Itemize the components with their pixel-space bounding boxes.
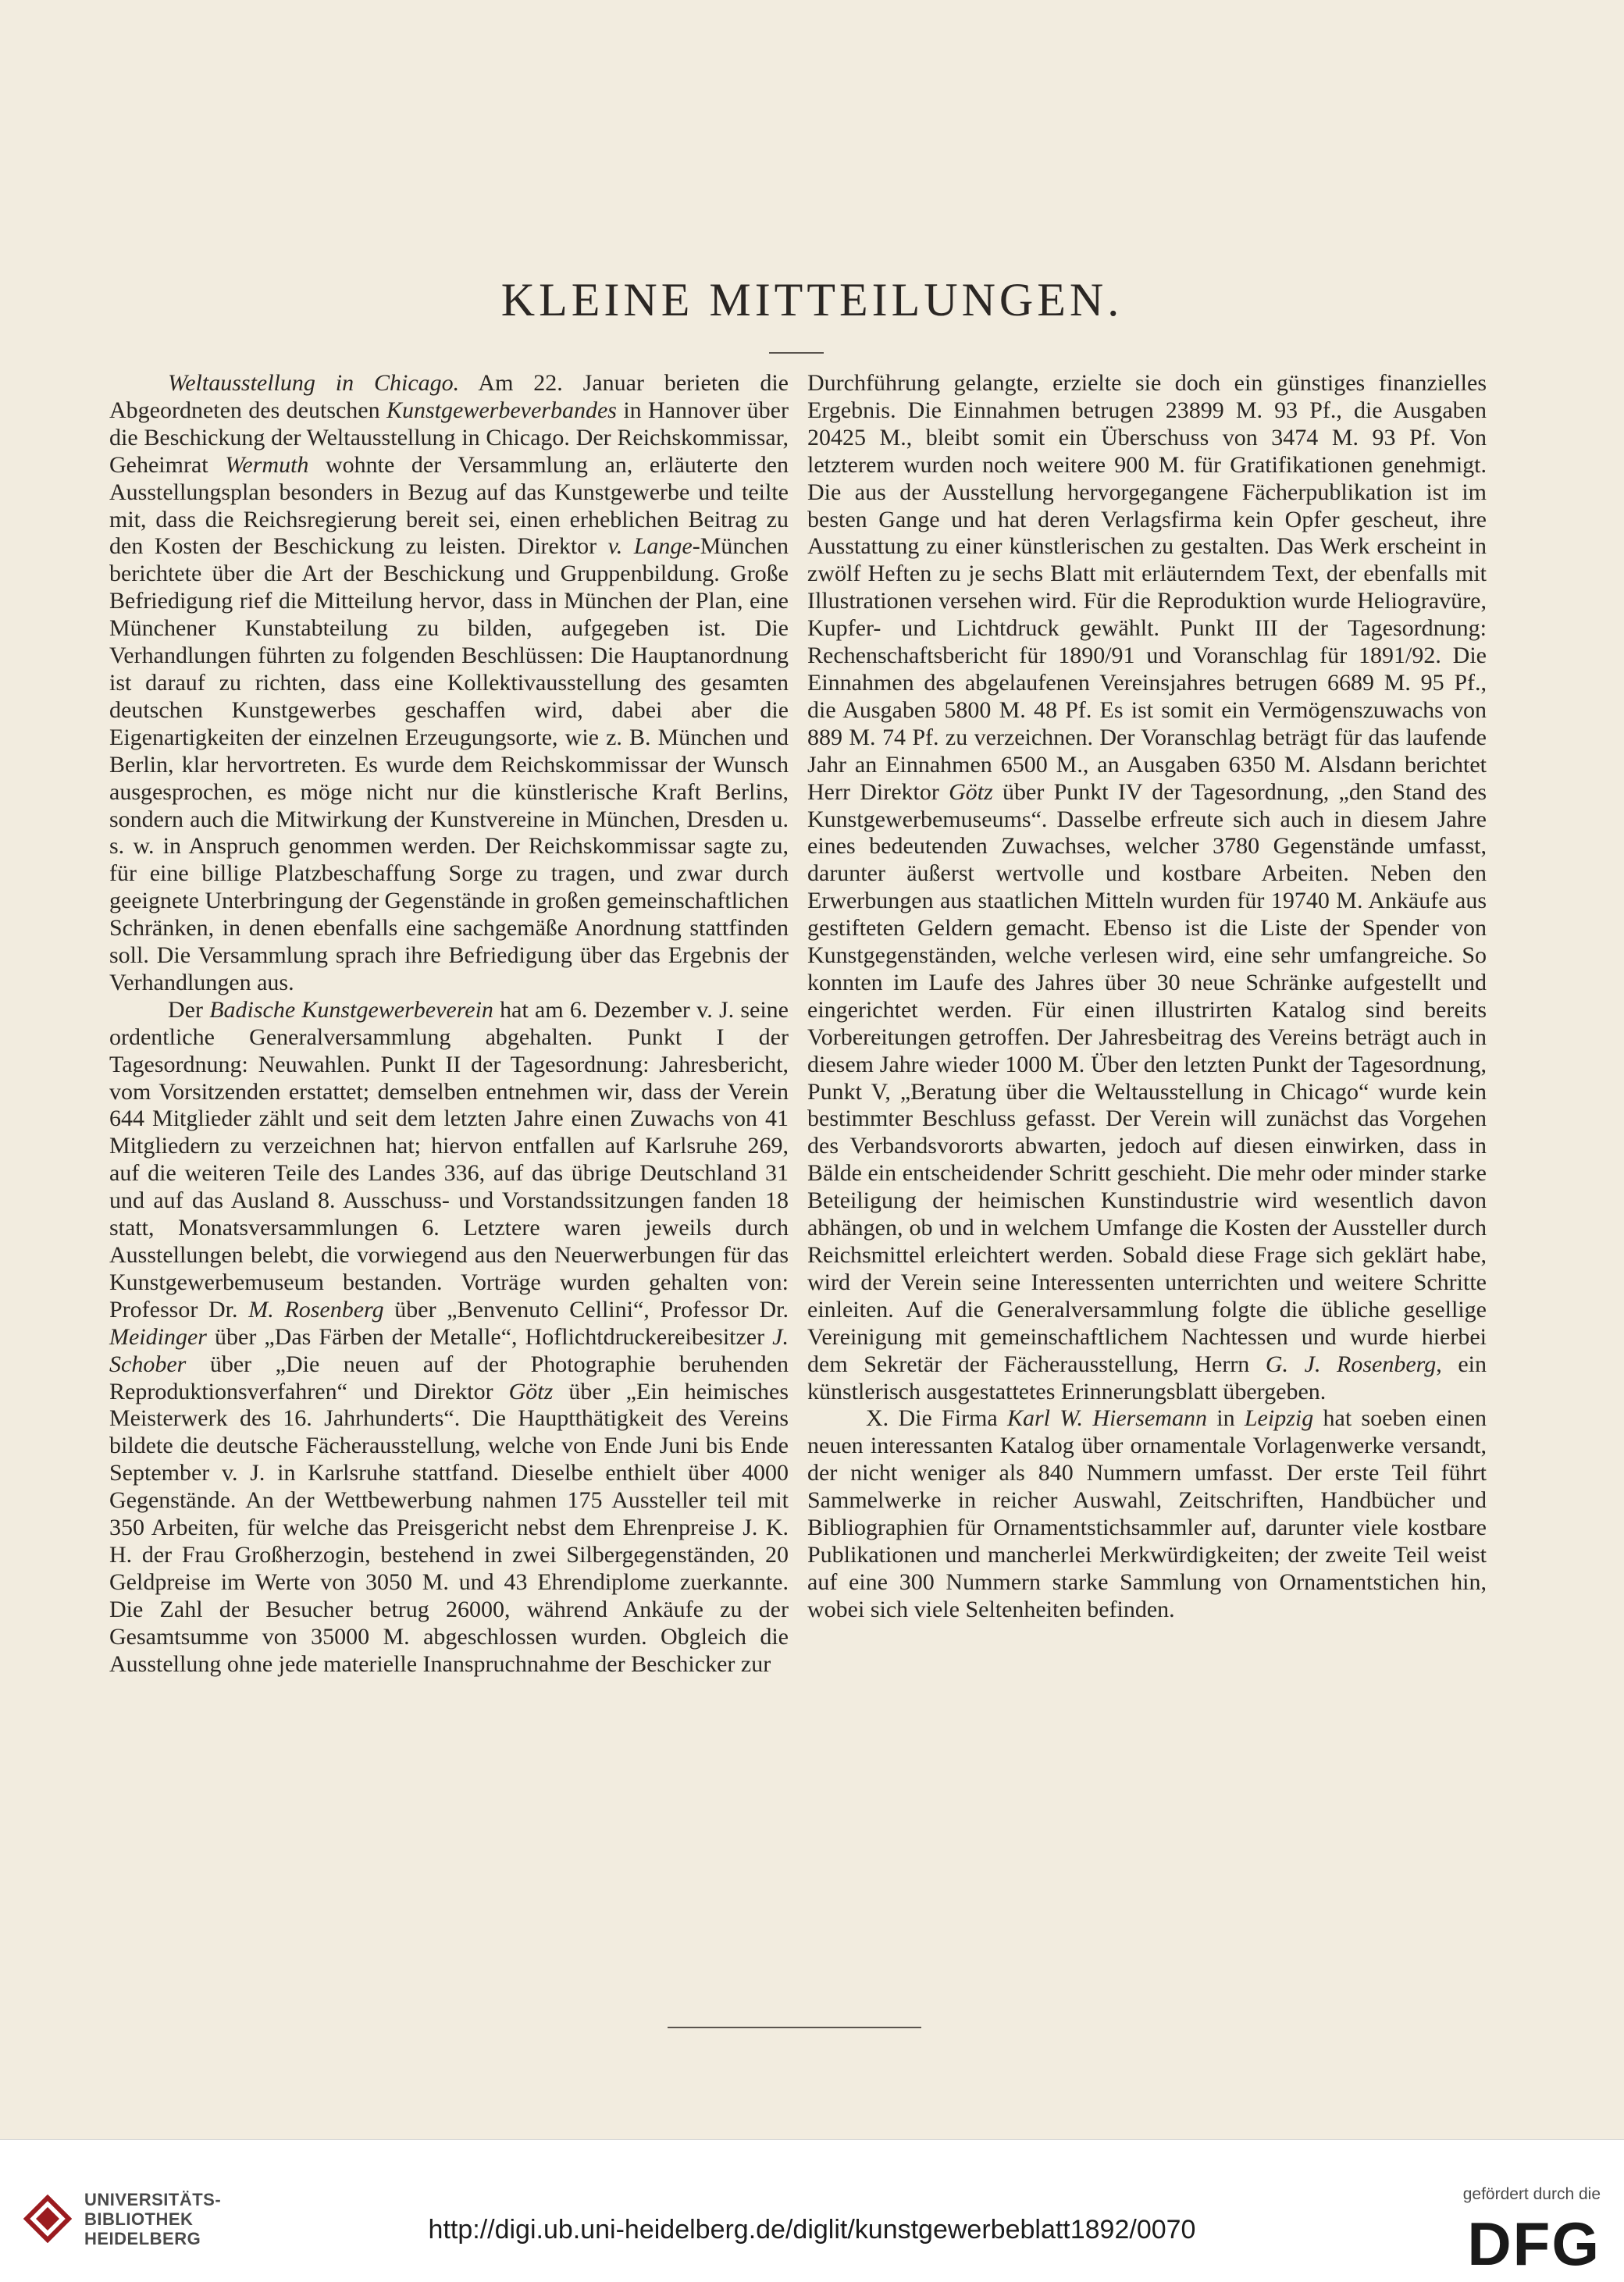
emphasis: J. Schober [109,1323,789,1377]
emphasis: Götz [508,1378,554,1404]
end-divider [668,2027,921,2028]
library-name-line: UNIVERSITÄTS- [84,2190,222,2209]
library-name-line: HEIDELBERG [84,2229,201,2248]
text-run: , ein künstlerisch ausgestattetes Erinnerungsblatt übergeben. [807,1351,1487,1404]
permalink-url[interactable]: http://digi.ub.uni-heidelberg.de/diglit/kunstgewerbeblatt1892/0070 [428,2215,1196,2245]
emphasis: M. Rosenberg [248,1296,384,1323]
emphasis: Wermuth [225,451,309,478]
text-run: Durchführung gelangte, erzielte sie doch ein günstiges finanzielles Ergebnis. Die Einnahmen betrugen 23899 M. 93 Pf., die Ausgaben 20425 M., bleibt somit ein Überschuss von 3474 M. 93 Pf. Von letzterem wurden noch weitere 900 M. für Gratifikationen genehmigt. Die aus der Ausstellung hervorgegangene Fächerpublikation ist im besten Gange und hat deren Verlagsfirma kein Opfer gescheut, ihre Ausstattung zu einer künstlerischen zu gestalten. Das Werk erscheint in zwölf Heften zu je sechs Blatt mit erläuterndem Text, der ebenfalls mit Illustrationen versehen wird. Für die Reproduktion wurde Heliogravüre, Kupfer- und Lichtdruck gewählt. Punkt III der Tagesordnung: Rechenschaftsbericht für 1890/91 und Voranschlag für 1891/92. Die Einnahmen des abgelaufenen Vereinsjahres betrugen 6689 M. 95 Pf., die Ausgaben 5800 M. 48 Pf. Es ist somit ein Vermögenszuwachs von 889 M. 74 Pf. zu verzeichnen. Der Voranschlag beträgt für das laufende Jahr an Einnahmen 6500 M., an Ausgaben 6350 M. Alsdann berichtet Herr Direktor [807,370,1487,805]
text-run: über „Benvenuto Cellini“, Professor Dr. [383,1296,789,1323]
text-run: Am 22. Januar berieten die Abgeordneten des deutschen [109,370,789,423]
text-run: in Hannover über die Beschickung der Weltausstellung in Chicago. Der Reichskommissar, Geheimrat [109,397,789,478]
emphasis: Meidinger [109,1323,207,1350]
text-run: über „Die neuen auf der Photographie beruhenden Reproduktionsverfahren“ und Direktor [109,1351,789,1404]
text-run: über „Das Färben der Metalle“, Hoflichtdruckereibesitzer [206,1323,773,1350]
text-run: über Punkt IV der Tagesordnung, „den Stand des Kunstgewerbemuseums“. Dasselbe erfreute sich auch in diesem Jahre eines bedeutenden Zuwachses, welcher 3780 Gegenstände umfasst, darunter äußerst wertvolle und kostbare Arbeiten. Neben den Erwerbungen aus staatlichen Mitteln wurden für 19740 M. Ankäufe aus gestifteten Geldern gemacht. Ebenso ist die Liste der Spender von Kunstgegenständen, welche verlesen wird, eine sehr umfangreiche. So konnten im Laufe des Jahres über 30 neue Schränke aufgestellt und eingerichtet werden. Für einen illustrirten Katalog sind bereits Vorbereitungen getroffen. Der Jahresbeitrag des Vereins beträgt auch in diesem Jahre wieder 1000 M. Über den letzten Punkt der Tagesordnung, Punkt V, „Beratung über die Weltausstellung in Chicago“ wurde kein bestimmter Beschluss gefasst. Der Verein will zunächst das Vorgehen des Verbandsvororts abwarten, jedoch auf diesen einwirken, dass in Bälde ein entscheidender Schritt geschieht. Die mehr oder minder starke Beteiligung der heimischen Kunstindustrie wird wesentlich davon abhängen, ob und in welchem Umfange die Kosten der Aussteller durch Reichsmittel erleichtert werden. Sobald diese Frage sich geklärt habe, wird der Verein seine Interessenten unterrichten und weitere Schritte einleiten. Auf die Generalversammlung folgte die übliche gesellige Vereinigung mit gemeinschaftlichem Nachtessen und wurde hierbei dem Sekretär der Fächerausstellung, Herrn [807,778,1487,1377]
paragraph-continuation [807,370,1487,1405]
section-heading-weltausstellung: Weltausstellung in Chicago. [168,370,460,396]
paragraph-hiersemann [807,1405,1487,1623]
text-run: -München berichtete über die Art der Beschickung und Gruppenbildung. Große Befriedigung rief die Mitteilung hervor, dass in München der Plan, eine Münchener Kunstabteilung zu bilden, aufgegeben ist. Die Verhandlungen führten zu folgenden Beschlüssen: Die Hauptanordnung ist darauf zu richten, dass eine Kollektivausstellung des gesamten deutschen Kunstgewerbes geschaffen wird, dabei aber die Eigenartigkeiten der einzelnen Erzeugungsorte, wie z. B. München und Berlin, klar hervortreten. Es wurde dem Reichskommissar der Wunsch ausgesprochen, es möge nicht nur die künstlerische Kraft Berlins, sondern auch die Mitwirkung der Kunstvereine in München, Dresden u. s. w. in Anspruch genommen werden. Der Reichskommissar sagte zu, für eine billige Platzbeschaffung Sorge zu tragen, und zwar durch geeignete Unterbringung der Gegenstände in großen gemeinschaftlichen Schränken, in denen ebenfalls eine sachgemäße Anordnung stattfinden soll. Die Versammlung sprach ihre Befriedigung über das Ergebnis der Verhandlungen aus. [109,533,789,995]
emphasis: Götz [949,778,993,805]
library-name-line: BIBLIOTHEK [84,2209,194,2229]
dfg-logo-icon: DFG [1467,2209,1601,2278]
text-run: Der [168,996,210,1023]
emphasis: v. Lange [607,533,693,560]
emphasis: Leipzig [1244,1405,1314,1432]
text-run: X. Die Firma [866,1405,1007,1432]
footer-bar [0,2139,1624,2282]
paragraph-weltausstellung [109,370,789,997]
text-run: wohnte der Versammlung an, erläuterte den Ausstellungsplan besonders in Bezug auf das Kunstgewerbe und teilte mit, dass die Reichsregierung bereit sei, einen erheblichen Beitrag zu den Kosten der Beschickung zu leisten. Direktor [109,451,789,560]
text-run: hat soeben einen neuen interessanten Katalog über ornamentale Vorlagenwerke versandt, der nicht weniger als 840 Nummern umfasst. Der erste Teil führt Sammelwerke in reicher Auswahl, Zeitschriften, Handbücher und Bibliographien für Ornamentstichsammler auf, darunter viele kostbare Publikationen und mancherlei Merkwürdigkeiten; der zweite Teil weist auf eine 300 Nummern starke Sammlung von Ornamentstichen hin, wobei sich viele Seltenheiten befinden. [807,1405,1487,1622]
section-heading-badischer-verein: Badische Kunstgewerbeverein [209,996,493,1023]
page-title: KLEINE MITTEILUNGEN. [500,274,1124,326]
text-run: in [1206,1405,1245,1432]
right-column [807,370,1487,1624]
emphasis: G. J. Rosenberg [1265,1351,1437,1377]
text-run: hat am 6. Dezember v. J. seine ordentliche Generalversammlung abgehalten. Punkt I der Tagesordnung: Neuwahlen. Punkt II der Tagesordnung: Jahresbericht, vom Vorsitzenden erstattet; demselben entnehmen wir, dass der Verein 644 Mitglieder zählt und seit dem letzten Jahre einen Zuwachs von 41 Mitgliedern zu verzeichnen hat; hiervon entfallen auf Karlsruhe 269, auf die weiteren Teile des Landes 336, auf das übrige Deutschland 31 und auf das Ausland 8. Ausschuss- und Vorstandssitzungen fanden 18 statt, Monatsversammlungen 6. Letztere waren jeweils durch Ausstellungen belebt, die vorwiegend aus den Neuerwerbungen für das Kunstgewerbemuseum bestanden. Vorträge wurden gehalten von: Professor Dr. [109,996,789,1323]
emphasis: Kunstgewerbeverbandes [386,397,617,423]
emphasis: Karl W. Hiersemann [1007,1405,1207,1432]
title-divider [769,352,824,354]
text-run: über „Ein heimisches Meisterwerk des 16. Jahrhunderts“. Die Hauptthätigkeit des Vereins bildete die deutsche Fächerausstellung, welche von Ende Juni bis Ende September v. J. in Karlsruhe stattfand. Dieselbe enthielt über 4000 Gegenstände. An der Wettbewerbung nahmen 175 Aussteller teil mit 350 Arbeiten, für welche das Preisgericht nebst dem Ehrenpreise J. K. H. der Frau Großherzogin, bestehend in zwei Silbergegenständen, 20 Geldpreise im Werte von 3050 M. und 43 Ehrendiplome zuerkannte. Die Zahl der Besucher betrug 26000, während Ankäufe zu der Gesamtsumme von 35000 M. abgeschlossen wurden. Obgleich die Ausstellung ohne jede materielle Inanspruchnahme der Beschicker zur [109,1378,789,1677]
funded-by-label: gefördert durch die [1462,2185,1601,2203]
paragraph-badischer-verein [109,997,789,1679]
left-column [109,370,789,1679]
